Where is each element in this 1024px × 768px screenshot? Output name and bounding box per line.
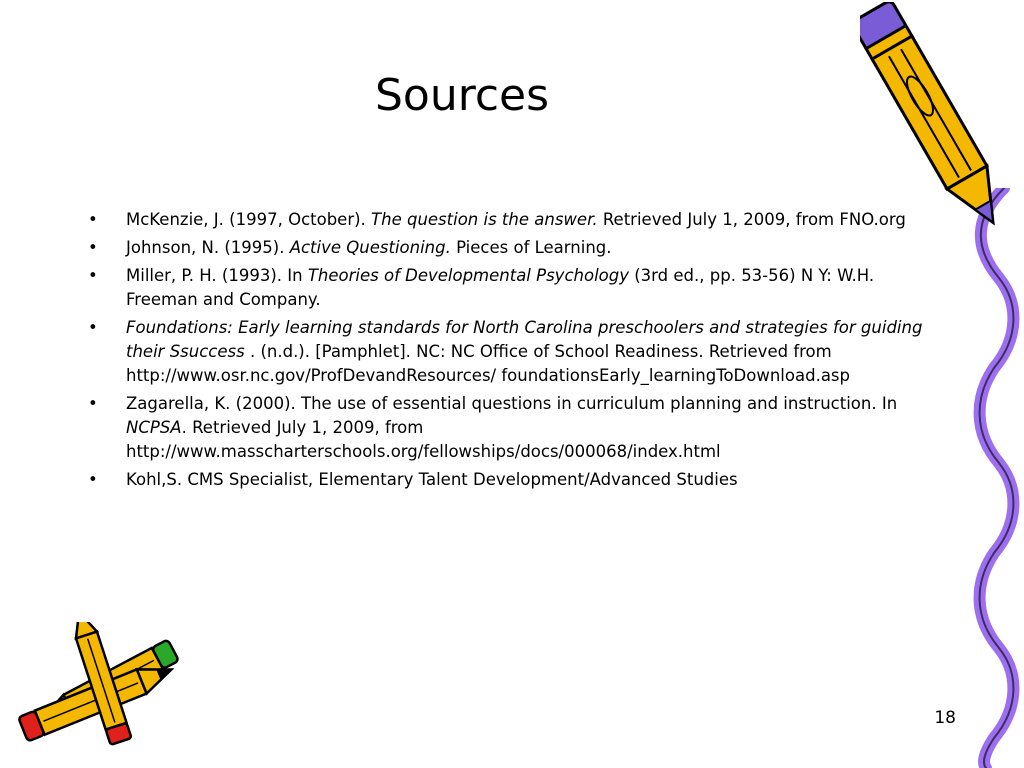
bullet: • — [88, 210, 98, 229]
list-item: • Zagarella, K. (2000). The use of essential questions in curriculum planning and instruction. In NCPSA. Retrieved July 1, 2009, from http://www.masscharterschools.org/fellowships/docs/000068/index.html — [88, 394, 898, 461]
list-item: • Miller, P. H. (1993). In Theories of Developmental Psychology (3rd ed., pp. 53-56) N Y: W.H. Freeman and Company. — [88, 266, 875, 309]
bullet: • — [88, 470, 98, 489]
bullet: • — [88, 238, 98, 257]
bullet: • — [88, 266, 98, 285]
list-item: • Johnson, N. (1995). Active Questioning. Pieces of Learning. — [88, 236, 924, 260]
list-item: • Foundations: Early learning standards for North Carolina preschoolers and strategies for guiding their Ssuccess . (n.d.). [Pamphlet]. NC: NC Office of School Readiness. Retrieved from http://www.osr.nc.gov/ProfDevandResources/ foundationsEarly_learningToDownload.asp — [88, 318, 923, 385]
list-item: • McKenzie, J. (1997, October). The question is the answer. Retrieved July 1, 2009, from FNO.org — [88, 208, 924, 232]
bullet: • — [88, 318, 98, 337]
pencil-icon — [860, 2, 1010, 242]
wavy-line-decoration — [964, 188, 1024, 768]
list-item: • Kohl,S. CMS Specialist, Elementary Talent Development/Advanced Studies — [88, 468, 924, 492]
slide-title: Sources — [374, 70, 550, 121]
page-number: 18 — [934, 708, 956, 728]
reference-list — [88, 208, 924, 496]
bullet: • — [88, 394, 98, 413]
crossed-pencils-icon — [0, 622, 210, 762]
